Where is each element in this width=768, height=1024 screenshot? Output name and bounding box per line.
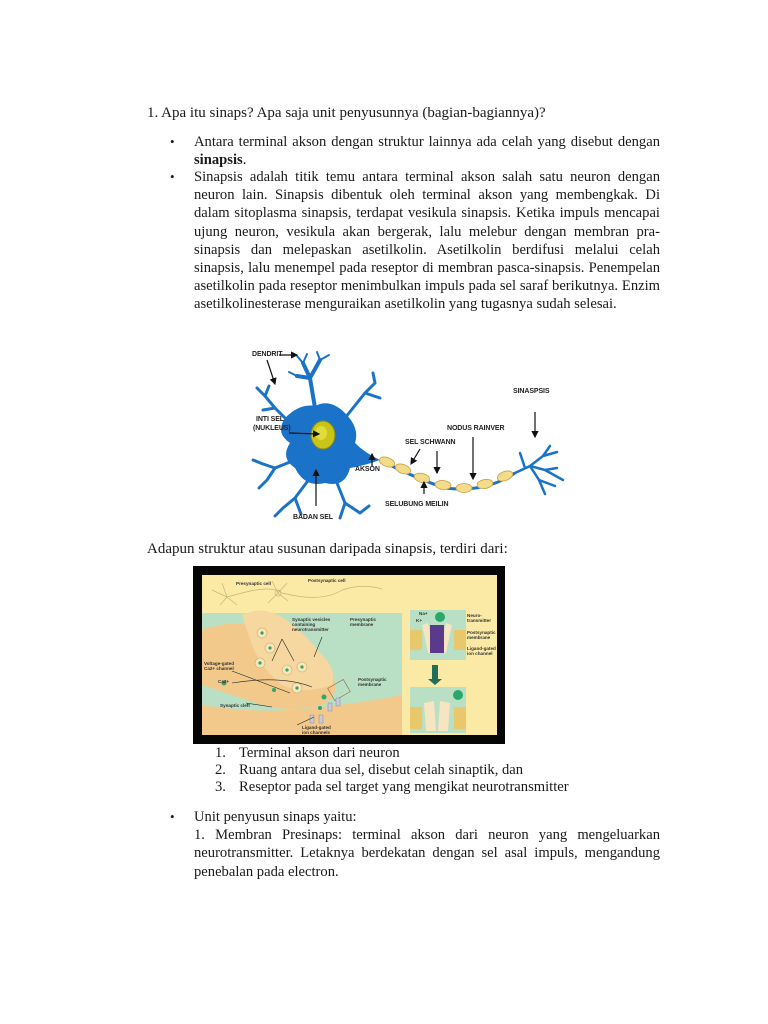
structure-list xyxy=(215,745,569,795)
label-postsynaptic-membrane-right: Postsynaptic membrane xyxy=(467,630,496,640)
label-presynaptic-cell: Presynaptic cell xyxy=(236,581,271,586)
label-voltage-gated-channel: Voltage-gated Ca2+ channel xyxy=(204,661,235,671)
label-postsynaptic-cell: Postsynaptic cell xyxy=(308,578,346,583)
label-neurotransmitter: Neuro-transmitter xyxy=(467,613,491,623)
label-inti-sel: INTI SEL xyxy=(256,416,284,423)
question-title: 1. Apa itu sinaps? Apa saja unit penyusunnya (bagian-bagiannya)? xyxy=(147,105,546,121)
bullet-item-definition xyxy=(170,133,660,169)
label-akson: AKSON xyxy=(355,466,380,473)
label-nukleus: (NUKLEUS) xyxy=(253,425,291,432)
unit-item-membran-presinaps: 1. Membran Presinaps: terminal akson dari neuron yang mengeluarkan neurotransmitter. Letaknya berdekatan dengan sel asal impuls, mengandung penebalan pada electron. xyxy=(194,827,660,880)
label-ca-ion: Ca2+ xyxy=(218,679,230,684)
bullet-icon: • xyxy=(170,169,175,184)
neuron-diagram xyxy=(245,348,575,528)
label-presynaptic-membrane: Presynaptic membrane xyxy=(350,617,377,627)
bold-term: sinapsis xyxy=(194,152,243,169)
list-item: 2. Ruang antara dua sel, disebut celah sinaptik, dan xyxy=(215,761,524,778)
label-k-ion: K+ xyxy=(416,618,423,623)
synapse-illustration xyxy=(202,575,497,735)
label-badan-sel: BADAN SEL xyxy=(293,514,333,521)
label-ligand-gated-channels: Ligand-gated ion channels xyxy=(302,725,331,735)
label-postsynaptic-membrane: Postsynaptic membrane xyxy=(358,677,387,687)
bullet-icon: • xyxy=(170,134,175,149)
bullet-text: Antara terminal akson dengan struktur lainnya ada celah yang disebut dengan sinapsis. xyxy=(194,134,660,169)
bullet-item-explanation xyxy=(170,168,660,314)
list-item: 1. Terminal akson dari neuron xyxy=(215,745,400,761)
label-nodus-rainver: NODUS RAINVER xyxy=(447,425,505,432)
list-item: 3. Reseptor pada sel target yang mengikat neurotransmitter xyxy=(215,778,569,795)
bullet-text: Sinapsis adalah titik temu antara terminal akson salah satu neuron dengan neuron lain. Sinapsis dibentuk oleh terminal akson yang membengkak. Di dalam sitoplasma sinapsis, terdapat vesikula sinapsis. Ketika impuls mencapai ujung neuron, vesikula akan bergerak, lalu melebur dengan membran pra-sinapsis dan melepaskan asetilkolin. Asetilkolin berdifusi melalui celah sinapsis, lalu menempel pada reseptor di membran pasca-sinapsis. Penempelan asetilkolin pada reseptor menimbulkan impuls pada sel saraf berikutnya. Enzim asetilkolinesterase menguraikan asetilkolin yang tugasnya sudah selesai. xyxy=(194,169,660,313)
synapse-diagram xyxy=(193,566,505,744)
units-heading: Unit penyusun sinaps yaitu: xyxy=(194,809,357,825)
label-dendrit: DENDRIT xyxy=(252,351,283,358)
label-sel-schwann: SEL SCHWANN xyxy=(405,439,456,446)
label-synaptic-cleft: Synaptic cleft xyxy=(220,703,250,708)
label-selubung-meilin: SELUBUNG MEILIN xyxy=(385,501,449,508)
bullet-icon: • xyxy=(170,809,175,824)
label-sinaspsis: SINASPSIS xyxy=(513,388,550,395)
structure-intro: Adapun struktur atau susunan daripada sinapsis, terdiri dari: xyxy=(147,541,508,557)
label-na-ion: Na+ xyxy=(419,611,428,616)
bullet-item-units xyxy=(170,808,660,881)
label-ligand-gated-channel: Ligand-gated ion channel xyxy=(467,646,496,656)
label-synaptic-vesicles: Synaptic vesicles containing neurotransmitter xyxy=(292,617,331,632)
